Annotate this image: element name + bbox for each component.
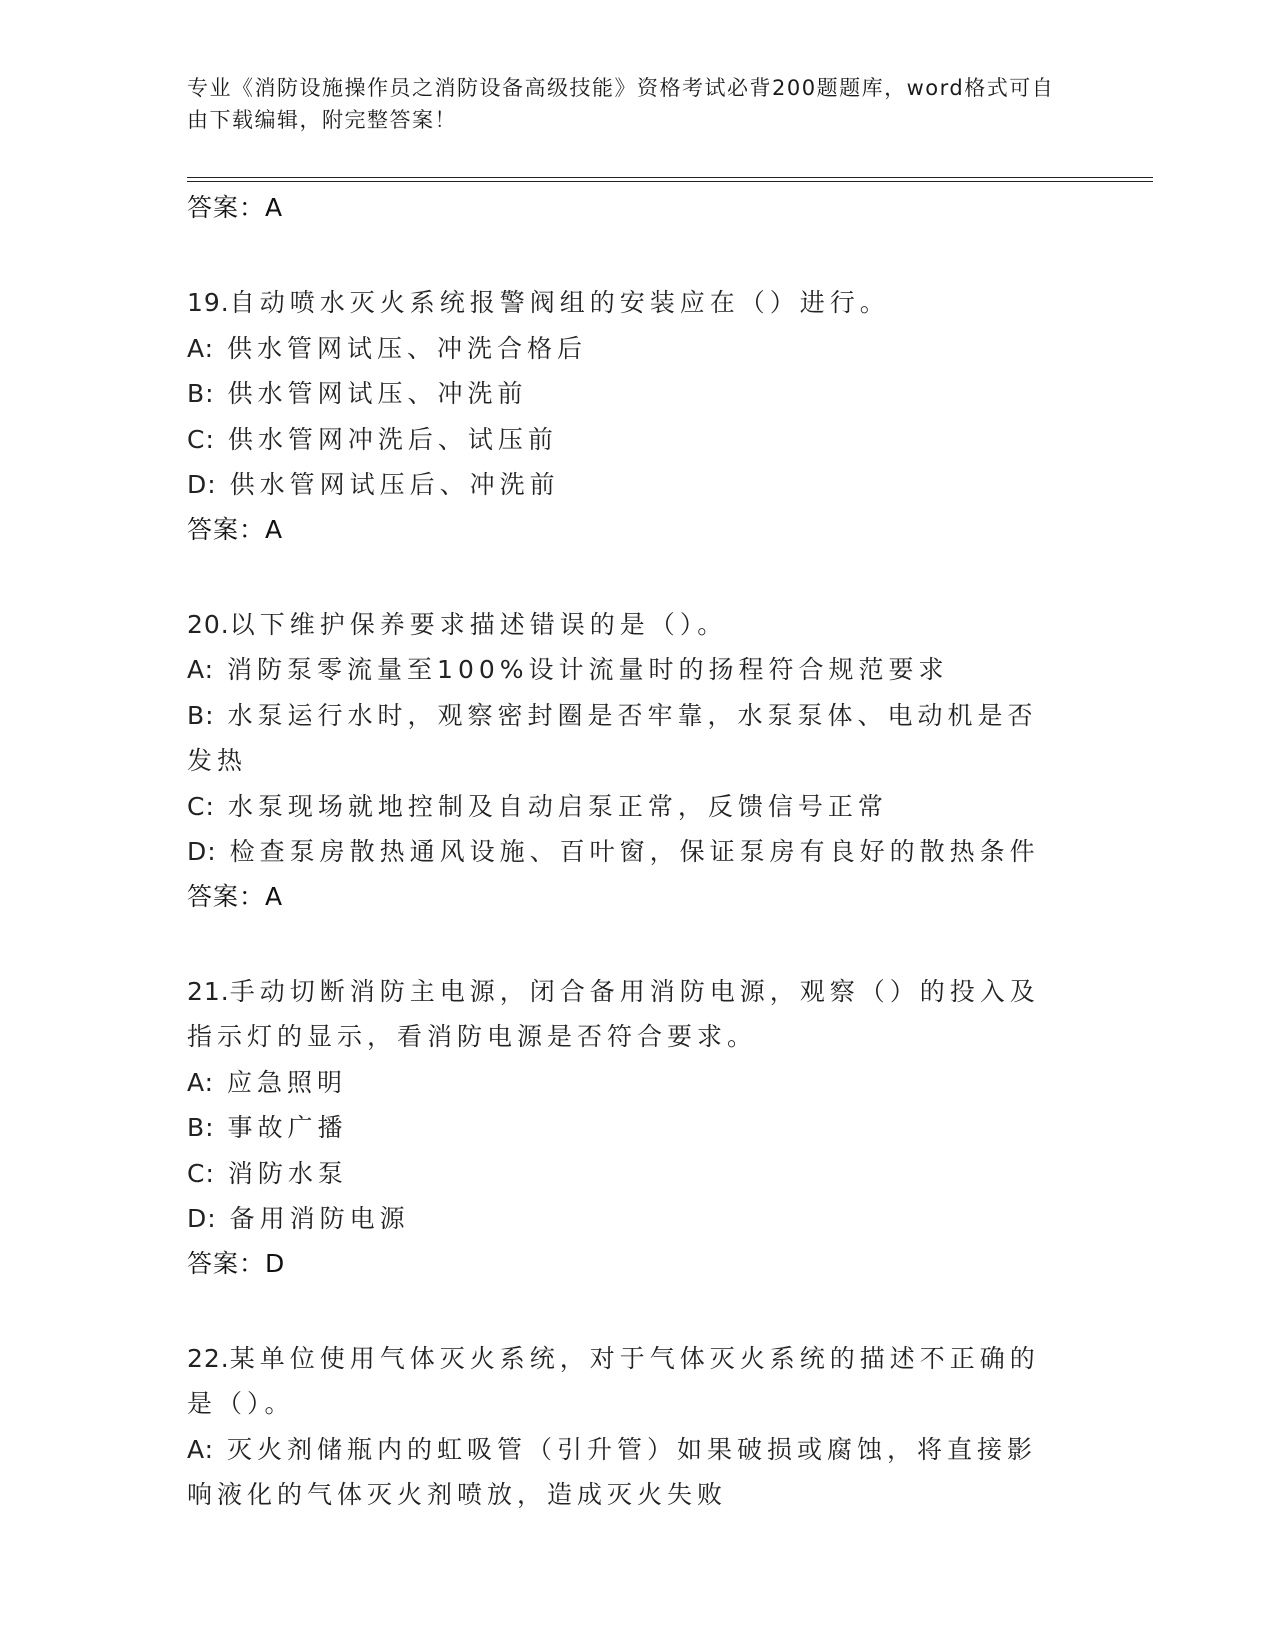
option-letter: B: [187,700,215,730]
question-stem: 以下维护保养要求描述错误的是（）。 [229,609,728,639]
question-19 [187,280,1067,546]
header-divider-bottom [187,181,1153,182]
option-b [187,371,1067,417]
option-text: 供水管网冲洗后、试压前 [227,424,558,454]
option-letter: A: [187,1434,215,1464]
option-text: 供水管网试压、冲洗前 [227,379,528,408]
option-a [187,647,1067,693]
option-letter: A: [187,1067,215,1097]
question-number: 19. [187,288,230,317]
option-letter: C: [187,791,215,821]
option-c [187,784,1067,830]
option-letter: C: [187,424,215,454]
question-stem: 手动切断消防主电源，闭合备用消防电源，观察（）的投入及指示灯的显示，看消防电源是否符合要求。 [187,976,1040,1051]
document-body [187,188,1067,1518]
option-text: 事故广播 [227,1113,348,1142]
option-b [187,1105,1067,1151]
option-letter: D: [187,1204,217,1233]
option-d [187,462,1067,508]
option-c [187,417,1067,463]
answer-line [187,514,1067,546]
header-divider-top [187,177,1153,178]
answer-label: 答案： [187,1248,266,1278]
option-letter: B: [187,1113,215,1142]
answer-value: A [265,514,284,544]
answer-value: A [265,193,284,222]
option-b [187,693,1067,784]
option-letter: D: [187,470,217,499]
option-a [187,1060,1067,1106]
question-text [187,602,1067,648]
option-text: 水泵现场就地控制及自动启泵正常，反馈信号正常 [227,791,888,821]
option-text: 检查泵房散热通风设施、百叶窗，保证泵房有良好的散热条件 [229,837,1040,866]
question-stem: 自动喷水灭火系统报警阀组的安装应在（）进行。 [229,288,890,317]
question-number: 21. [187,976,230,1006]
option-letter: B: [187,379,215,408]
answer-value: A [265,881,284,911]
option-letter: A: [187,333,215,363]
option-text: 备用消防电源 [229,1204,410,1233]
question-stem: 某单位使用气体灭火系统，对于气体灭火系统的描述不正确的是（）。 [187,1343,1040,1418]
question-22 [187,1336,1067,1518]
answer-line [187,1248,1067,1280]
option-text: 应急照明 [227,1067,348,1097]
document-header: 专业《消防设施操作员之消防设备高级技能》资格考试必背200题题库，word格式可自由下载编辑，附完整答案！ [187,76,1055,132]
option-text: 供水管网试压、冲洗合格后 [227,333,588,363]
question-text [187,969,1067,1060]
question-number: 22. [187,1343,230,1373]
option-a [187,326,1067,372]
answer-value: D [265,1248,286,1278]
question-text [187,280,1067,326]
answer-line [187,881,1067,913]
answer-label: 答案： [187,514,266,544]
option-letter: D: [187,837,217,866]
option-letter: A: [187,655,215,684]
question-20 [187,602,1067,913]
option-text: 水泵运行水时，观察密封圈是否牢靠，水泵泵体、电动机是否发热 [187,700,1038,775]
option-a [187,1427,1067,1518]
option-c [187,1151,1067,1197]
option-text: 消防水泵 [227,1158,348,1188]
question-21 [187,969,1067,1280]
option-text: 供水管网试压后、冲洗前 [229,470,560,499]
question-text [187,1336,1067,1427]
option-letter: C: [187,1158,215,1188]
option-d [187,829,1067,875]
answer-line [187,192,1067,224]
question-number: 20. [187,609,230,639]
option-text: 灭火剂储瓶内的虹吸管（引升管）如果破损或腐蚀，将直接影响液化的气体灭火剂喷放，造成灭火失败 [187,1434,1038,1509]
option-text: 消防泵零流量至100%设计流量时的扬程符合规范要求 [227,655,949,684]
answer-label: 答案： [187,193,266,222]
option-d [187,1196,1067,1242]
answer-label: 答案： [187,881,266,911]
